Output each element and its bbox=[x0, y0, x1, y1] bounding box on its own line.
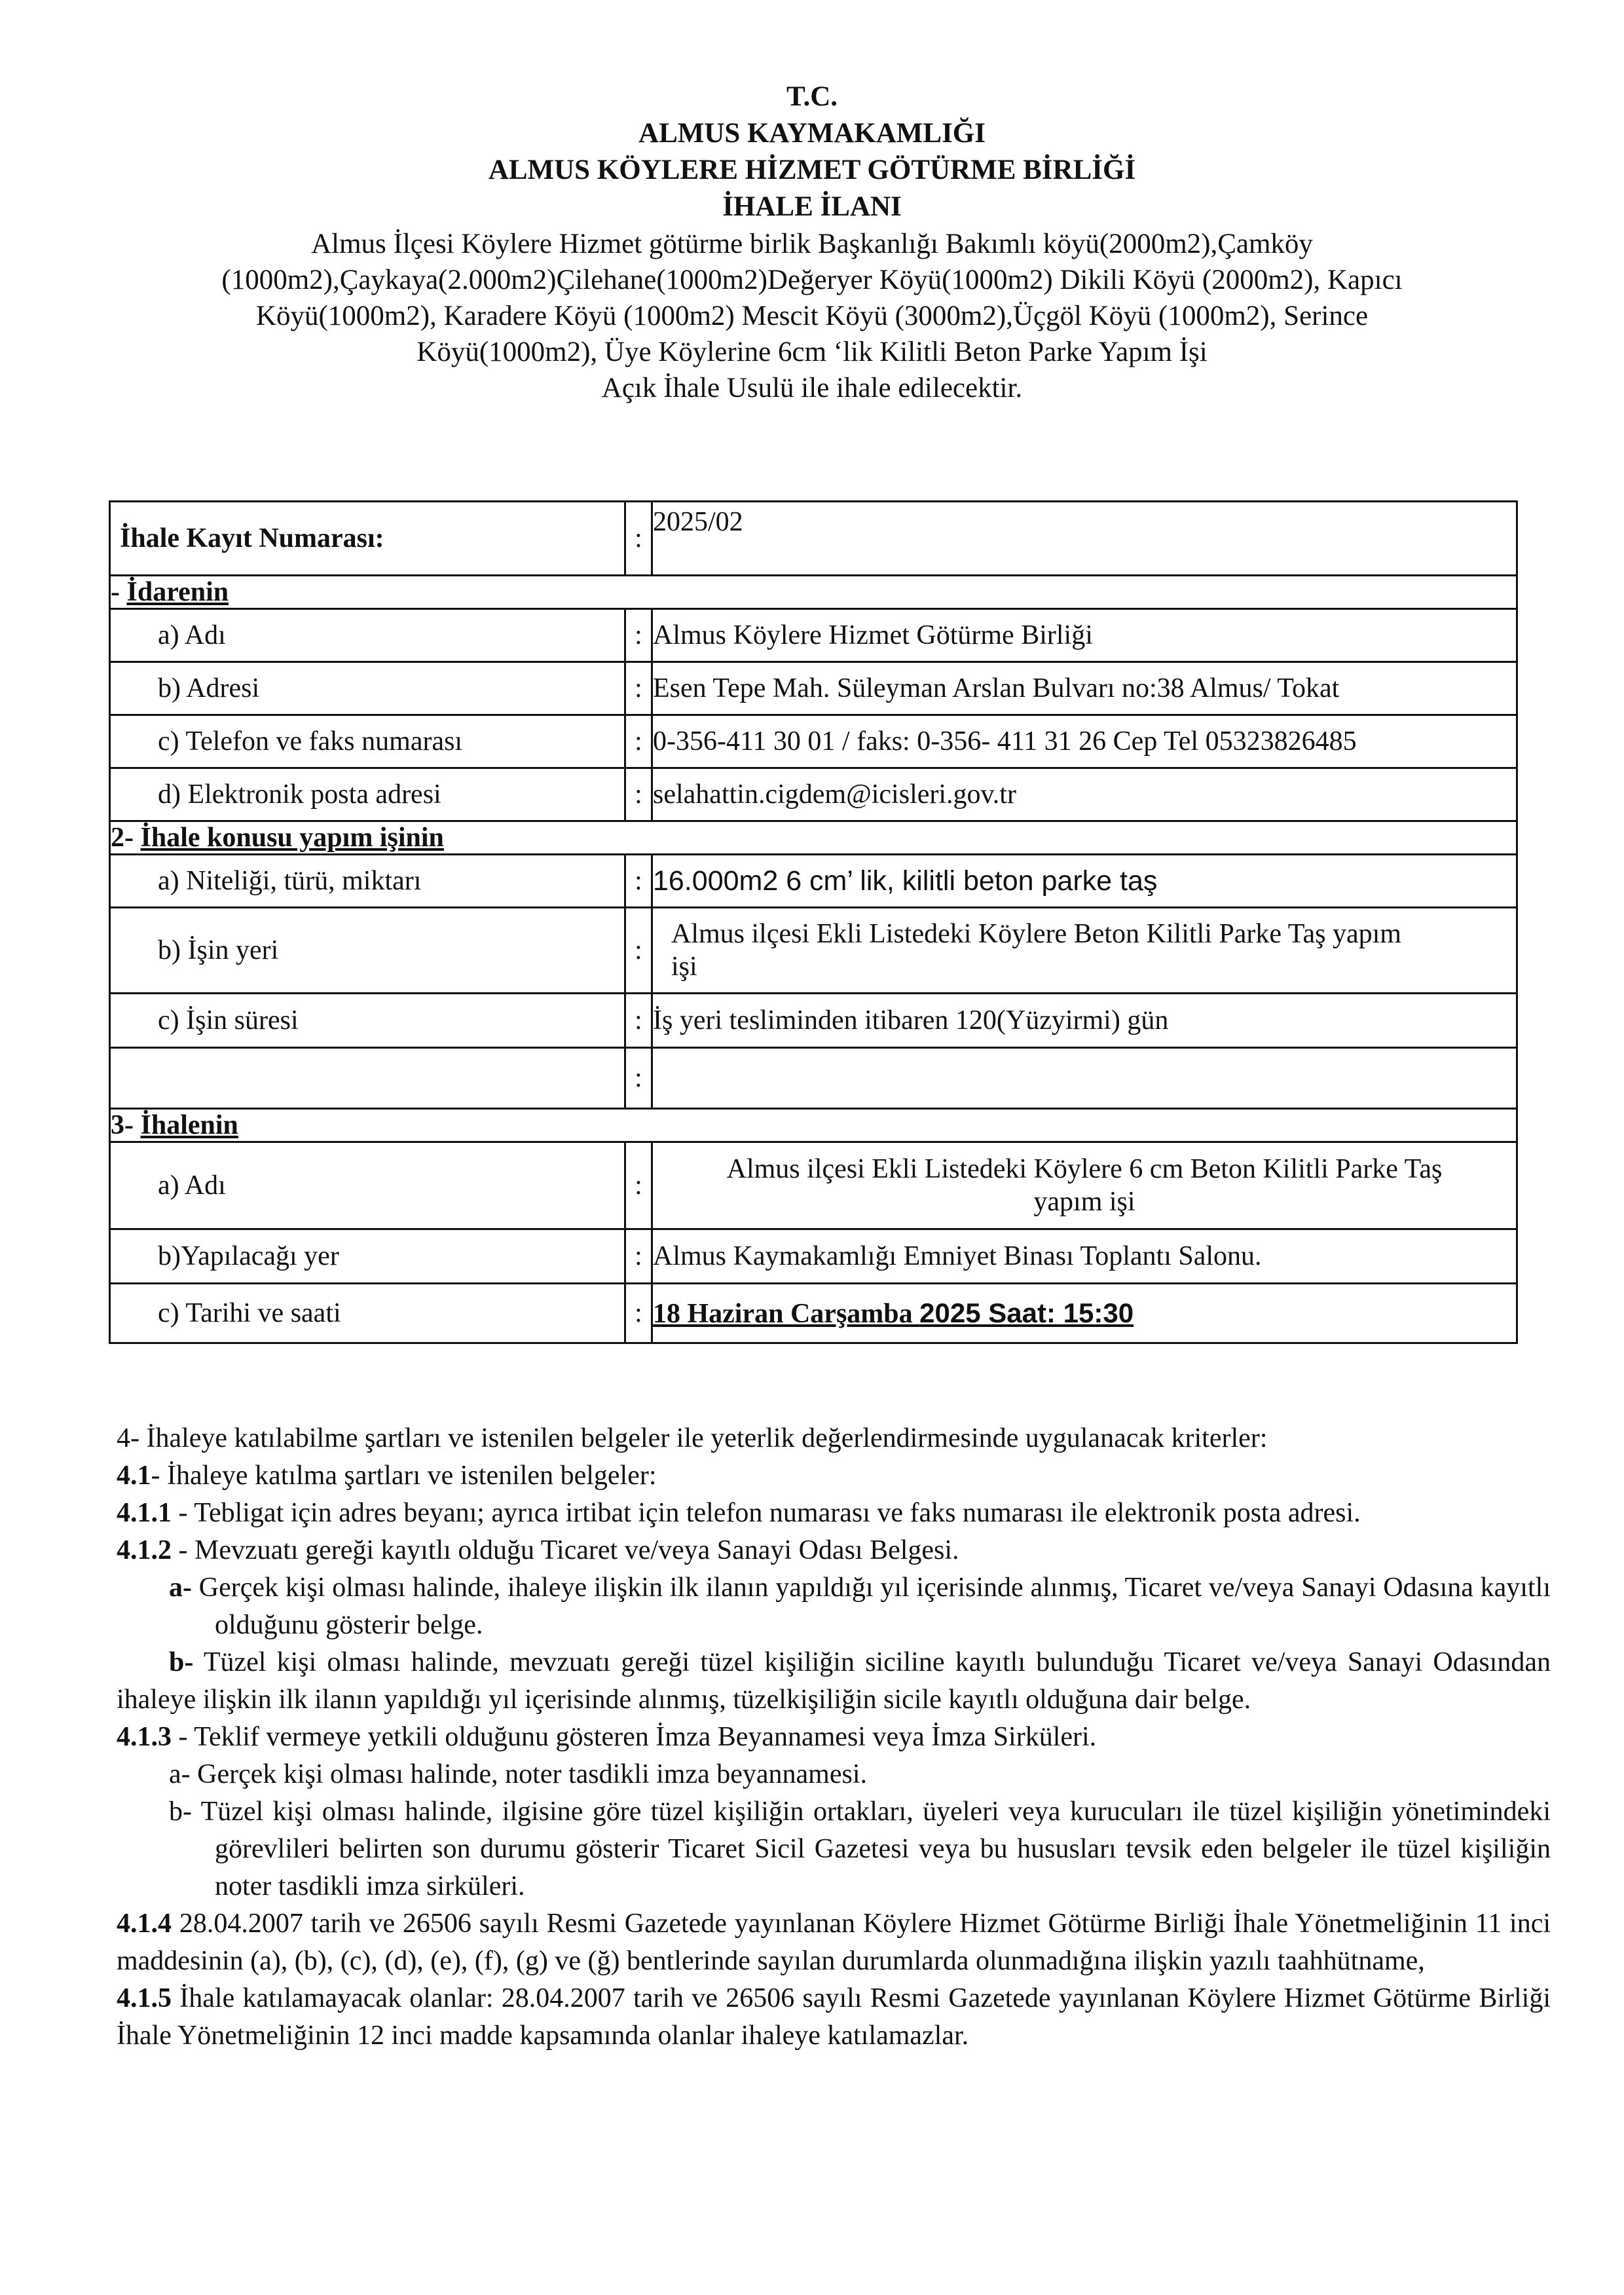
idare-address-value: Esen Tepe Mah. Süleyman Arslan Bulvarı no:38 Almus/ Tokat bbox=[652, 662, 1517, 715]
item-text: Gerçek kişi olması halinde, ihaleye ilişkin ilk ilanın yapıldığı yıl içerisinde alınmış, Ticaret ve/veya Sanayi Odasına kayıtlı olduğunu gösterir belge. bbox=[192, 1573, 1551, 1640]
intro-line: Köyü(1000m2), Üye Köylerine 6cm ‘lik Kilitli Beton Parke Yapım İşi bbox=[416, 337, 1208, 367]
konu-nitelik-value: 16.000m2 6 cm’ lik, kilitli beton parke taş bbox=[652, 855, 1517, 908]
paragraph-4-1-3-a: a- Gerçek kişi olması halinde, noter tasdikli imza beyannamesi. bbox=[169, 1759, 867, 1789]
ihale-tarih-value bbox=[652, 1284, 1517, 1343]
section-konu-title bbox=[110, 821, 1517, 855]
item-text: İhale katılamayacak olanlar: 28.04.2007 tarih ve 26506 sayılı Resmi Gazetede yayınlanan Köylere Hizmet Götürme Birliği İhale Yönetmeliğinin 12 inci madde kapsamında olanlar ihaleye katılamazlar. bbox=[117, 1983, 1551, 2051]
paragraph-4-1 bbox=[117, 1457, 1551, 1495]
registration-number-value: 2025/02 bbox=[652, 502, 1517, 576]
konu-yer-line: Almus ilçesi Ekli Listedeki Köylere Beton Kilitli Parke Taş yapım bbox=[671, 919, 1401, 949]
table-row bbox=[110, 715, 1517, 768]
item-number: 4.1.5 bbox=[117, 1983, 172, 2013]
colon: : bbox=[625, 1229, 652, 1284]
header-kaymakamlik: ALMUS KAYMAKAMLIĞI bbox=[638, 118, 986, 149]
paragraph-4-1-3-b: b- Tüzel kişi olması halinde, ilgisine göre tüzel kişiliğin ortakları, üyeleri veya kurucuları ile tüzel kişiliğin yönetimindeki görevlileri belirten son durumu gösterir Ticaret Sicil Gazetesi veya bu hususları tevsik eden belgeler ile tüzel kişiliğin noter tasdikli imza sirküleri. bbox=[169, 1797, 1551, 1901]
document-title: İHALE İLANI bbox=[722, 191, 902, 222]
colon: : bbox=[625, 1048, 652, 1109]
table-row bbox=[110, 1048, 1517, 1109]
ihale-name-line: yapım işi bbox=[1033, 1187, 1135, 1217]
colon: : bbox=[625, 662, 652, 715]
intro-line: Açık İhale Usulü ile ihale edilecektir. bbox=[601, 373, 1023, 403]
item-marker: b- bbox=[169, 1647, 194, 1677]
section-header-row bbox=[110, 576, 1517, 609]
empty-value-cell bbox=[652, 1048, 1517, 1109]
ihale-name-value bbox=[652, 1142, 1517, 1229]
item-text: Tüzel kişi olması halinde, mevzuatı gereği tüzel kişiliğin siciline kayıtlı bulunduğu Ticaret ve/veya Sanayi Odasından ihaleye ilişkin ilk ilanın yapıldığı yıl içerisinde alınmış, tüzelkişiliğin sicile kayıtlı olduğuna dair belge. bbox=[117, 1647, 1551, 1715]
intro-paragraph bbox=[196, 226, 1428, 406]
konu-nitelik-label: a) Niteliği, türü, miktarı bbox=[110, 855, 625, 908]
paragraph-4-1-2-b bbox=[117, 1644, 1551, 1719]
tender-info-table bbox=[109, 500, 1518, 1344]
konu-yer-line: işi bbox=[671, 952, 697, 982]
item-text: - Mevzuatı gereği kayıtlı olduğu Ticaret ve/veya Sanayi Odası Belgesi. bbox=[172, 1535, 959, 1565]
colon: : bbox=[625, 1142, 652, 1229]
ihale-time-text: 2025 Saat: 15:30 bbox=[919, 1297, 1134, 1328]
table-row bbox=[110, 768, 1517, 821]
idare-email-value: selahattin.cigdem@icisleri.gov.tr bbox=[652, 768, 1517, 821]
idare-name-value: Almus Köylere Hizmet Götürme Birliği bbox=[652, 609, 1517, 662]
empty-label-cell bbox=[110, 1048, 625, 1109]
item-number: 4.1.4 bbox=[117, 1909, 172, 1939]
idare-address-label: b) Adresi bbox=[110, 662, 625, 715]
table-row bbox=[110, 662, 1517, 715]
colon: : bbox=[625, 715, 652, 768]
item-text: 28.04.2007 tarih ve 26506 sayılı Resmi Gazetede yayınlanan Köylere Hizmet Götürme Birliği İhale Yönetmeliğinin 11 inci maddesinin (a), (b), (c), (d), (e), (f), (g) ve (ğ) bentlerinde sayılan durumlarda olunmadığına ilişkin yazılı taahhütname, bbox=[117, 1909, 1551, 1976]
intro-line: Köyü(1000m2), Karadere Köyü (1000m2) Mescit Köyü (3000m2),Üçgöl Köyü (1000m2), Serince bbox=[255, 301, 1369, 331]
section-title-text: İhalenin bbox=[140, 1110, 238, 1140]
colon: : bbox=[625, 908, 652, 994]
paragraph-4: 4- İhaleye katılabilme şartları ve istenilen belgeler ile yeterlik değerlendirmesinde uygulanacak kriterler: bbox=[117, 1423, 1268, 1453]
item-number: 4.1.2 bbox=[117, 1535, 172, 1565]
table-row bbox=[110, 1284, 1517, 1343]
table-row bbox=[110, 994, 1517, 1048]
konu-yer-value bbox=[652, 908, 1517, 994]
ihale-tarih-label: c) Tarihi ve saati bbox=[110, 1284, 625, 1343]
header-birlik: ALMUS KÖYLERE HİZMET GÖTÜRME BİRLİĞİ bbox=[488, 155, 1136, 185]
section-number: 2- bbox=[111, 823, 141, 853]
section-title-text: İdarenin bbox=[126, 577, 229, 607]
section-header-row bbox=[110, 821, 1517, 855]
colon: : bbox=[625, 994, 652, 1048]
table-row bbox=[110, 502, 1517, 576]
item-number: 4.1 bbox=[117, 1461, 151, 1491]
intro-line: (1000m2),Çaykaya(2.000m2)Çilehane(1000m2)Değeryer Köyü(1000m2) Dikili Köyü (2000m2), Kapıcı bbox=[221, 265, 1403, 295]
registration-number-label: İhale Kayıt Numarası: bbox=[110, 502, 625, 576]
intro-line: Almus İlçesi Köylere Hizmet götürme birlik Başkanlığı Bakımlı köyü(2000m2),Çamköy bbox=[311, 229, 1313, 259]
ihale-yer-label: b)Yapılacağı yer bbox=[110, 1229, 625, 1284]
section-ihale-title bbox=[110, 1109, 1517, 1142]
ihale-name-line: Almus ilçesi Ekli Listedeki Köylere 6 cm Beton Kilitli Parke Taş bbox=[726, 1154, 1443, 1184]
paragraph-4-1-3 bbox=[117, 1719, 1551, 1756]
colon: : bbox=[625, 609, 652, 662]
item-number: 4.1.1 bbox=[117, 1498, 172, 1528]
table-row bbox=[110, 1229, 1517, 1284]
header-tc: T.C. bbox=[786, 81, 838, 112]
section-title-text: İhale konusu yapım işinin bbox=[140, 823, 444, 853]
section-idare-title bbox=[110, 576, 1517, 609]
idare-phone-value: 0-356-411 30 01 / faks: 0-356- 411 31 26 Cep Tel 05323826485 bbox=[652, 715, 1517, 768]
item-number: 4.1.3 bbox=[117, 1722, 172, 1752]
colon: : bbox=[625, 855, 652, 908]
ihale-name-label: a) Adı bbox=[110, 1142, 625, 1229]
paragraph-4-1-2-a bbox=[117, 1569, 1551, 1644]
item-text: - Teklif vermeye yetkili olduğunu gösteren İmza Beyannamesi veya İmza Sirküleri. bbox=[172, 1722, 1097, 1752]
colon: : bbox=[625, 502, 652, 576]
item-text: - Tebligat için adres beyanı; ayrıca irtibat için telefon numarası ve faks numarası ile elektronik posta adresi. bbox=[172, 1498, 1361, 1528]
table-row bbox=[110, 1142, 1517, 1229]
table-row bbox=[110, 908, 1517, 994]
item-text: - İhaleye katılma şartları ve istenilen belgeler: bbox=[151, 1461, 657, 1491]
konu-yer-label: b) İşin yeri bbox=[110, 908, 625, 994]
document-header bbox=[0, 79, 1624, 225]
paragraph-4-1-1 bbox=[117, 1495, 1551, 1532]
paragraph-4-1-2 bbox=[117, 1532, 1551, 1569]
colon: : bbox=[625, 1284, 652, 1343]
section-header-row bbox=[110, 1109, 1517, 1142]
paragraph-4-1-4 bbox=[117, 1905, 1551, 1980]
ihale-yer-value: Almus Kaymakamlığı Emniyet Binası Toplantı Salonu. bbox=[652, 1229, 1517, 1284]
table-row bbox=[110, 855, 1517, 908]
idare-name-label: a) Adı bbox=[110, 609, 625, 662]
section-number: 3- bbox=[111, 1110, 141, 1140]
idare-email-label: d) Elektronik posta adresi bbox=[110, 768, 625, 821]
table-row bbox=[110, 609, 1517, 662]
item-marker: a- bbox=[169, 1573, 192, 1603]
konu-sure-value: İş yeri tesliminden itibaren 120(Yüzyirmi) gün bbox=[652, 994, 1517, 1048]
conditions-section bbox=[117, 1420, 1551, 2055]
colon: : bbox=[625, 768, 652, 821]
idare-phone-label: c) Telefon ve faks numarası bbox=[110, 715, 625, 768]
ihale-date-text: 18 Haziran Carşamba bbox=[653, 1298, 920, 1329]
section-number: - bbox=[111, 577, 127, 607]
paragraph-4-1-5 bbox=[117, 1980, 1551, 2055]
konu-sure-label: c) İşin süresi bbox=[110, 994, 625, 1048]
